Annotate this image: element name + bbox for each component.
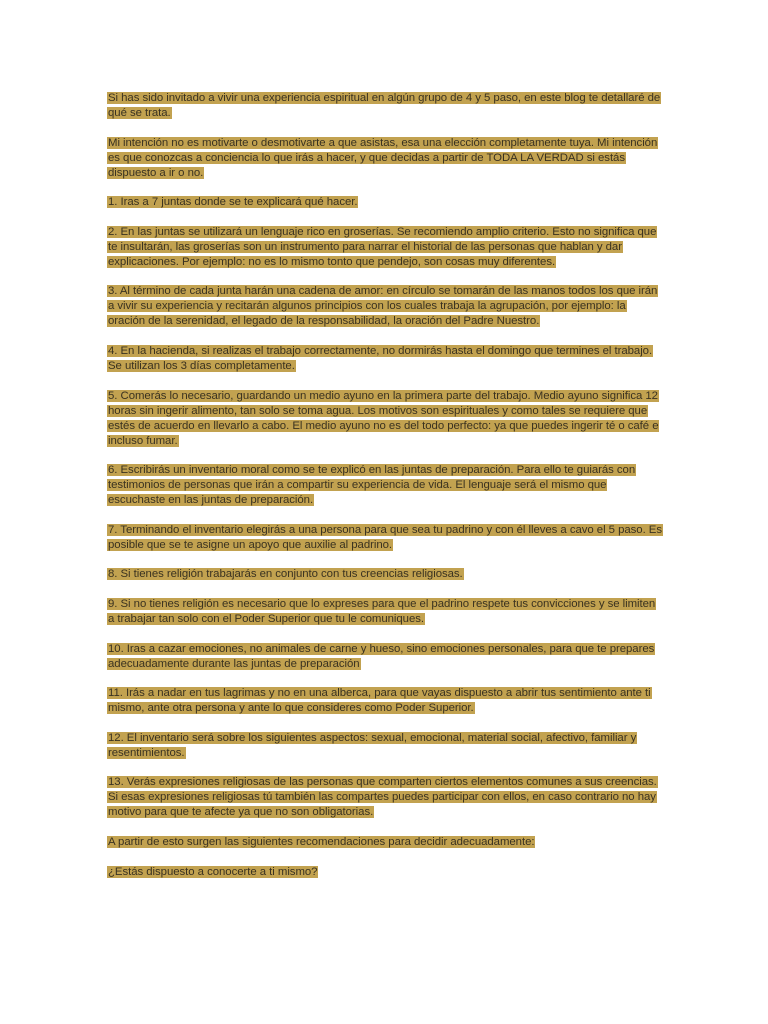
list-item-6 xyxy=(107,463,663,508)
document-body xyxy=(107,91,663,894)
list-item-11 xyxy=(107,686,663,716)
highlighted-text: 1. Iras a 7 juntas donde se te explicará qué hacer. xyxy=(108,196,358,209)
list-item-10 xyxy=(107,642,663,672)
list-item-8 xyxy=(107,567,663,582)
highlighted-text: 2. En las juntas se utilizará un lenguaje rico en groserías. Se recomiendo amplio criterio. Esto no significa que te insultarán, las groserías son un instrumento para narrar el historial de las personas que hablan y dar explicaciones. Por ejemplo: no es lo mismo tonto que pendejo, son cosas muy diferentes. xyxy=(108,225,657,268)
list-item-2 xyxy=(107,225,663,270)
highlighted-text: 10. Iras a cazar emociones, no animales de carne y hueso, sino emociones personales, para que te prepares adecuadamente durante las juntas de preparación xyxy=(108,642,655,670)
list-item-4 xyxy=(107,344,663,374)
list-item-5 xyxy=(107,389,663,449)
paragraph-recommendations xyxy=(107,835,663,850)
highlighted-text: 3. Al término de cada junta harán una cadena de amor: en círculo se tomarán de las manos todos los que irán a vivir su experiencia y recitarán algunos principios con los cuales trabaja la agrupación, por ejemplo: la oración de la serenidad, el legado de la responsabilidad, la oración del Padre Nuestro. xyxy=(108,285,658,328)
list-item-9 xyxy=(107,597,663,627)
highlighted-text: ¿Estás dispuesto a conocerte a ti mismo? xyxy=(108,865,318,878)
highlighted-text: A partir de esto surgen las siguientes recomendaciones para decidir adecuadamente: xyxy=(108,835,535,848)
list-item-1 xyxy=(107,195,663,210)
list-item-3 xyxy=(107,284,663,329)
paragraph-question xyxy=(107,865,663,880)
highlighted-text: Mi intención no es motivarte o desmotivarte a que asistas, esa una elección completamente tuya. Mi intención es que conozcas a conciencia lo que irás a hacer, y que decidas a partir de TODA LA VERDAD si estás dispuesto a ir o no. xyxy=(108,136,658,179)
list-item-12 xyxy=(107,731,663,761)
highlighted-text: 13. Verás expresiones religiosas de las personas que comparten ciertos elementos comunes a sus creencias. Si esas expresiones religiosas tú también las compartes puedes participar con ellos, en caso contrario no hay motivo para que te afecte ya que no son obligatorias. xyxy=(108,776,657,819)
highlighted-text: 11. Irás a nadar en tus lagrimas y no en una alberca, para que vayas dispuesto a abrir tus sentimiento ante ti mismo, ante otra persona y ante lo que consideres como Poder Superior. xyxy=(108,687,651,715)
list-item-13 xyxy=(107,775,663,820)
highlighted-text: 5. Comerás lo necesario, guardando un medio ayuno en la primera parte del trabajo. Medio ayuno significa 12 horas sin ingerir alimento, tan solo se toma agua. Los motivos son espirituales y como tales se requiere que estés de acuerdo en llevarlo a cabo. El medio ayuno no es del todo perfecto: ya que puedes ingerir té o café e incluso fumar. xyxy=(108,389,659,447)
highlighted-text: Si has sido invitado a vivir una experiencia espiritual en algún grupo de 4 y 5 paso, en este blog te detallaré de qué se trata. xyxy=(108,92,661,119)
highlighted-text: 4. En la hacienda, si realizas el trabajo correctamente, no dormirás hasta el domingo que termines el trabajo. Se utilizan los 3 días completamente. xyxy=(108,344,653,372)
paragraph-intention xyxy=(107,136,663,181)
list-item-7 xyxy=(107,523,663,553)
paragraph-intro xyxy=(107,91,663,121)
highlighted-text: 7. Terminando el inventario elegirás a una persona para que sea tu padrino y con él lleves a cavo el 5 paso. Es posible que se te asigne un apoyo que auxilie al padrino. xyxy=(108,523,662,551)
highlighted-text: 12. El inventario será sobre los siguientes aspectos: sexual, emocional, material social, afectivo, familiar y resentimientos. xyxy=(108,731,637,759)
highlighted-text: 6. Escribirás un inventario moral como se te explicó en las juntas de preparación. Para ello te guiarás con testimonios de personas que irán a compartir su experiencia de vida. El lenguaje será el mismo que escuchaste en las juntas de preparación. xyxy=(108,464,636,507)
highlighted-text: 8. Si tienes religión trabajarás en conjunto con tus creencias religiosas. xyxy=(108,568,463,581)
highlighted-text: 9. Si no tienes religión es necesario que lo expreses para que el padrino respete tus convicciones y se limiten a trabajar tan solo con el Poder Superior que tu le comuniques. xyxy=(108,597,656,625)
